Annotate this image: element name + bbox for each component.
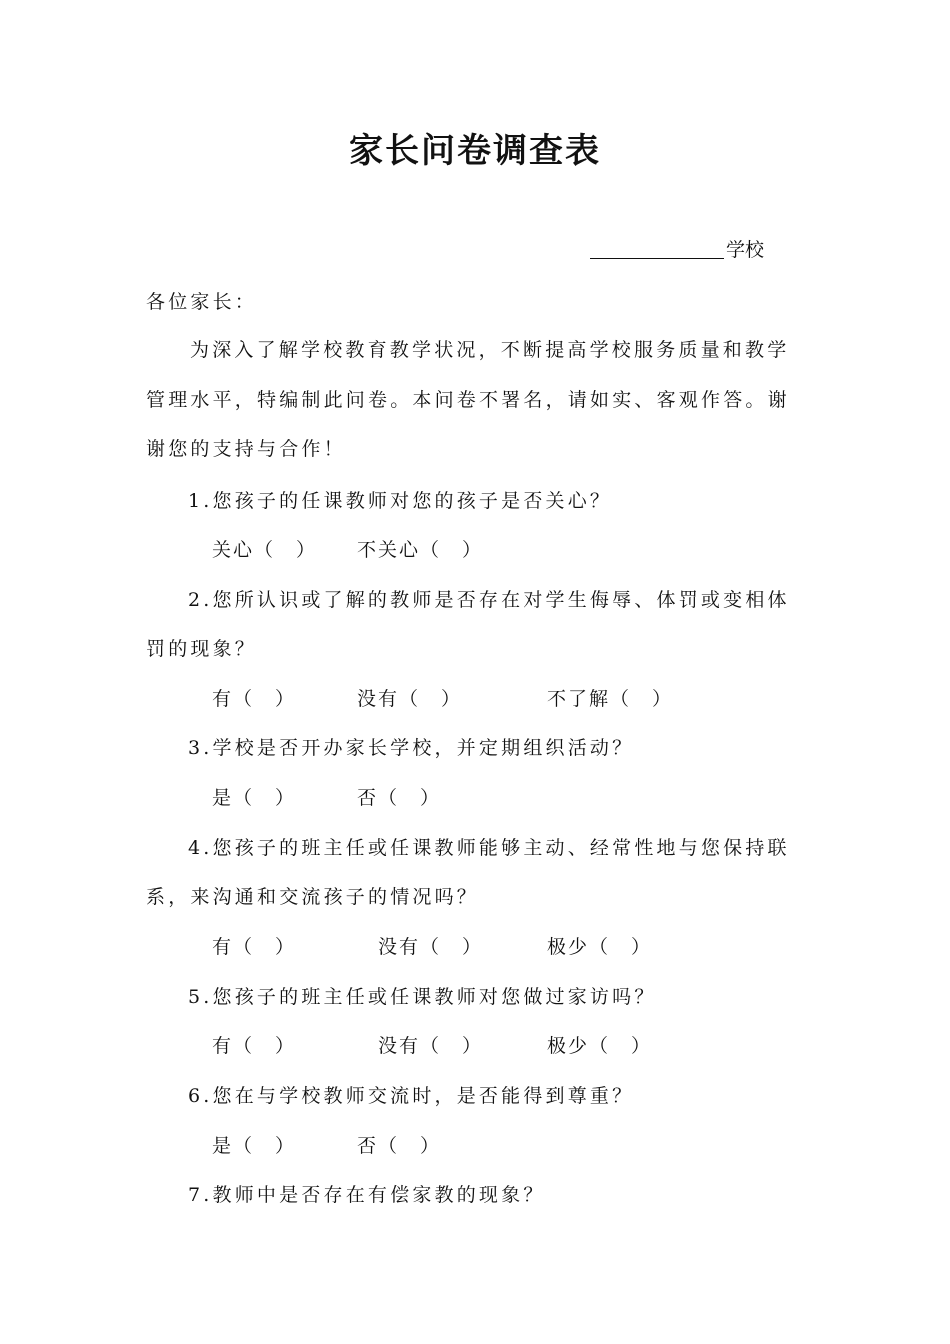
school-name-line xyxy=(590,236,764,264)
q5-option-1: 有（ ） xyxy=(212,1035,297,1057)
question-6: 6.您在与学校教师交流时，是否能得到尊重？ xyxy=(188,1085,635,1107)
question-5: 5.您孩子的班主任或任课教师对您做过家访吗？ xyxy=(188,986,657,1008)
school-name-blank xyxy=(590,236,724,259)
q4-option-2: 没有（ ） xyxy=(378,936,484,958)
question-3: 3.学校是否开办家长学校，并定期组织活动？ xyxy=(188,737,635,759)
school-suffix: 学校 xyxy=(726,239,765,261)
q5-option-2: 没有（ ） xyxy=(378,1035,484,1057)
page-title: 家长问卷调查表 xyxy=(349,131,601,171)
q2-option-1: 有（ ） xyxy=(212,688,297,710)
question-7: 7.教师中是否存在有偿家教的现象？ xyxy=(188,1184,546,1206)
q2-option-3: 不了解（ ） xyxy=(547,688,674,710)
question-1: 1.您孩子的任课教师对您的孩子是否关心？ xyxy=(188,490,613,512)
q1-option-2: 不关心（ ） xyxy=(357,539,484,561)
q6-option-1: 是（ ） xyxy=(212,1135,297,1157)
q4-option-3: 极少（ ） xyxy=(547,936,653,958)
q5-option-3: 极少（ ） xyxy=(547,1035,653,1057)
question-2-line-2: 罚的现象？ xyxy=(146,638,258,660)
intro-paragraph: 为深入了解学校教育教学状况，不断提高学校服务质量和教学管理水平，特编制此问卷。本问卷不署名，请如实、客观作答。谢谢您的支持与合作！ xyxy=(146,339,790,460)
q2-option-2: 没有（ ） xyxy=(357,688,463,710)
question-4-line-1: 4.您孩子的班主任或任课教师能够主动、经常性地与您保持联 xyxy=(188,837,790,859)
question-4-line-2: 系，来沟通和交流孩子的情况吗？ xyxy=(146,886,480,908)
greeting: 各位家长： xyxy=(146,291,258,313)
q3-option-1: 是（ ） xyxy=(212,787,297,809)
q6-option-2: 否（ ） xyxy=(357,1135,442,1157)
q4-option-1: 有（ ） xyxy=(212,936,297,958)
q1-option-1: 关心（ ） xyxy=(212,539,318,561)
q3-option-2: 否（ ） xyxy=(357,787,442,809)
question-2-line-1: 2.您所认识或了解的教师是否存在对学生侮辱、体罚或变相体 xyxy=(188,589,790,611)
